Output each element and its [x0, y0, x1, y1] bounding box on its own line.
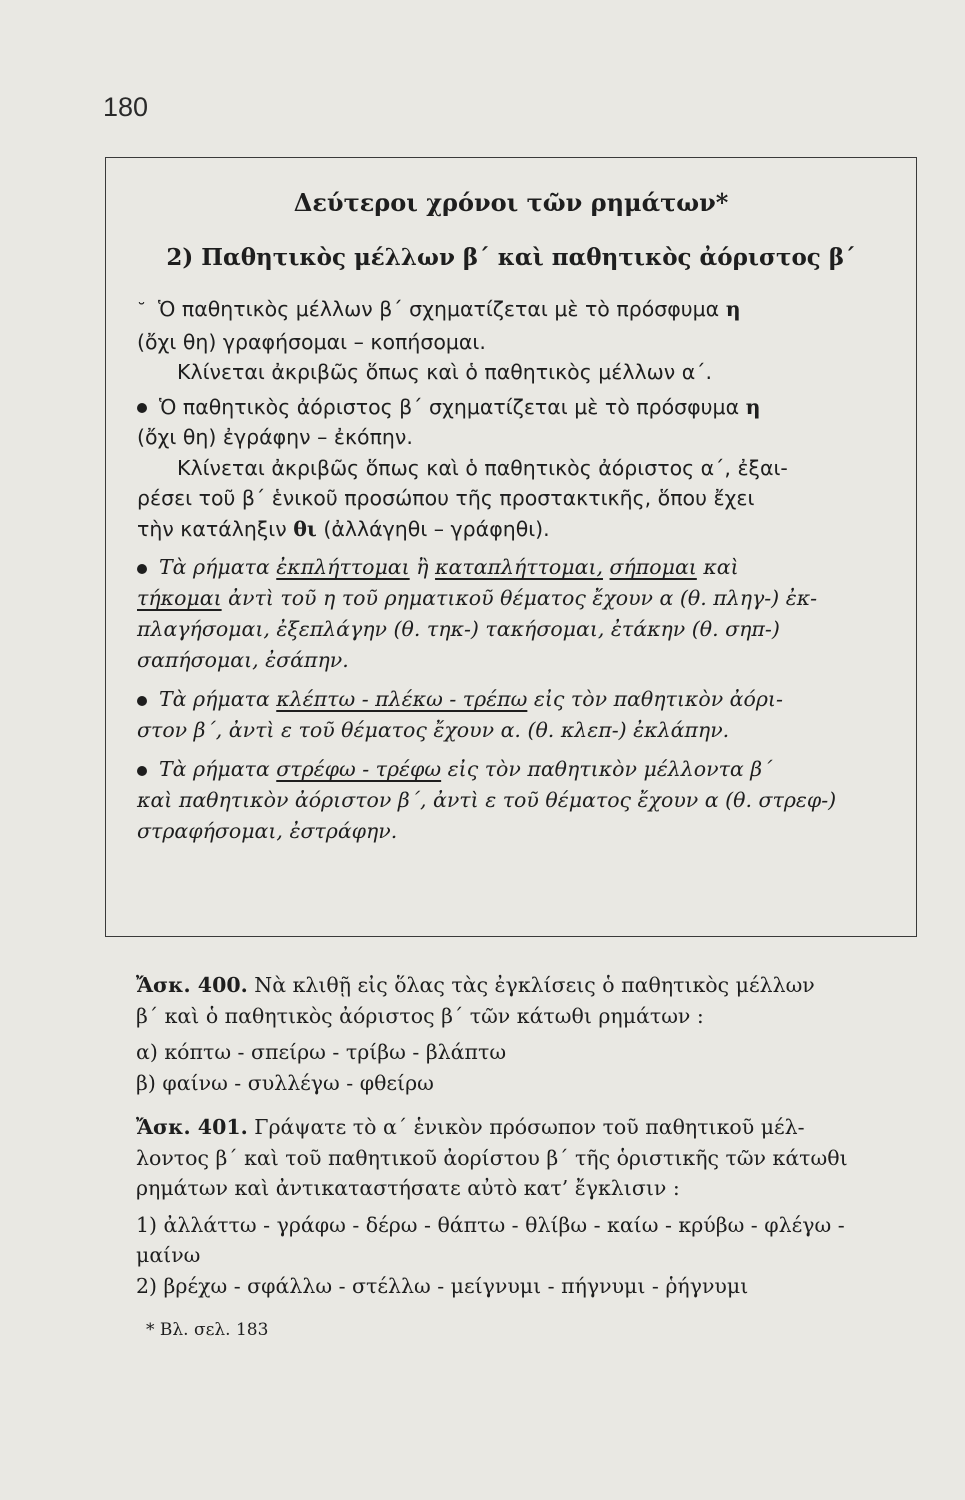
- bullet-icon: [137, 766, 147, 776]
- rule-aorist-line4: ρέσει τοῦ β΄ ἑνικοῦ προσώπου τῆς προστακτικῆς, ὅπου ἔχει: [137, 486, 755, 510]
- exercise-400-item-b: β) φαίνω - συλλέγω - φθείρω: [136, 1070, 434, 1095]
- rule-aorist-line5: τὴν κατάληξιν θι (ἀλλάγηθι – γράφηθι).: [137, 516, 550, 541]
- exercise-400-text2: β΄ καὶ ὁ παθητικὸς ἀόριστος β΄ τῶν κάτωθι ρημάτων :: [136, 1003, 704, 1028]
- exercise-400: [136, 970, 916, 1098]
- exercises: [136, 970, 916, 1346]
- exercise-401-text1: Ἄσκ. 401. Γράψατε τὸ α΄ ἑνικὸν πρόσωπον τοῦ παθητικοῦ μέλ-: [136, 1115, 805, 1139]
- box-content: [137, 294, 884, 847]
- page-number: 180: [103, 92, 149, 122]
- bullet-icon: [137, 696, 147, 706]
- box-subtitle: 2) Παθητικὸς μέλλων β΄ καὶ παθητικὸς ἀόριστος β΄: [166, 244, 856, 271]
- note-verbs-2: Τὰ ρήματα κλέπτω - πλέκω - τρέπω εἰς τὸν παθητικὸν ἀόρι- στον β΄, ἀντὶ ε τοῦ θέματος ἔχουν α. (θ. κλεπ-) ἐκλάπην.: [137, 687, 783, 742]
- exercise-401-item-2: 2) βρέχω - σφάλλω - στέλλω - μείγνυμι - πήγνυμι - ῥήγνυμι: [136, 1273, 749, 1298]
- grammar-box: [105, 157, 917, 937]
- exercise-400-text1: Ἄσκ. 400. Νὰ κλιθῇ εἰς ὅλας τὰς ἐγκλίσεις ὁ παθητικὸς μέλλων: [136, 973, 815, 997]
- exercise-401: [136, 1112, 916, 1301]
- rule-future-line1: ˘ Ὁ παθητικὸς μέλλων β΄ σχηματίζεται μὲ τὸ πρόσφυμα η: [137, 294, 884, 327]
- rule-aorist-line1: Ὁ παθητικὸς ἀόριστος β΄ σχηματίζεται μὲ τὸ πρόσφυμα η: [137, 392, 884, 423]
- rule-aorist-line3: Κλίνεται ἀκριβῶς ὅπως καὶ ὁ παθητικὸς ἀόριστος α΄, ἐξαι-: [177, 455, 788, 480]
- breve-mark: ˘: [137, 300, 146, 321]
- rule-aorist-line2: (ὄχι θη) ἐγράφην – ἐκόπην.: [137, 425, 413, 449]
- bullet-icon: [137, 564, 147, 574]
- bullet-icon: [137, 403, 147, 413]
- exercise-401-item-1-cont: μαίνω: [136, 1243, 201, 1267]
- exercise-401-text2: λοντος β΄ καὶ τοῦ παθητικοῦ ἀορίστου β΄ τῆς ὁριστικῆς τῶν κάτωθι: [136, 1145, 848, 1170]
- note-verbs-1: Τὰ ρήματα ἐκπλήττομαι ἢ καταπλήττομαι, σήπομαι καὶ τήκομαι ἀντὶ τοῦ η τοῦ ρηματικοῦ θέματος ἔχουν α (θ. πληγ-) ἐκ- πλαγήσομαι, ἐξεπλάγην (θ. τηκ-) τακήσομαι, ἐτάκην (θ. σηπ-) σαπήσομαι, ἐσάπην.: [137, 555, 818, 672]
- box-title: Δεύτεροι χρόνοι τῶν ρημάτων*: [293, 188, 729, 217]
- note-verbs-3: Τὰ ρήματα στρέφω - τρέφω εἰς τὸν παθητικὸν μέλλοντα β΄ καὶ παθητικὸν ἀόριστον β΄, ἀντὶ ε τοῦ θέματος ἔχουν α (θ. στρεφ-) στραφήσομαι, ἐστράφην.: [137, 757, 837, 843]
- exercise-401-item-1: 1) ἀλλάττω - γράφω - δέρω - θάπτω - θλίβω - καίω - κρύβω - φλέγω -: [136, 1212, 845, 1237]
- rule-future-line2: (ὄχι θη) γραφήσομαι – κοπήσομαι.: [137, 329, 486, 354]
- rule-future-line3: Κλίνεται ἀκριβῶς ὅπως καὶ ὁ παθητικὸς μέλλων α΄.: [177, 360, 713, 384]
- exercise-401-text3: ρημάτων καὶ ἀντικαταστήσατε αὐτὸ κατ’ ἔγκλισιν :: [136, 1176, 680, 1200]
- footnote: * Βλ. σελ. 183: [146, 1320, 269, 1340]
- exercise-400-item-a: α) κόπτω - σπείρω - τρίβω - βλάπτω: [136, 1040, 507, 1064]
